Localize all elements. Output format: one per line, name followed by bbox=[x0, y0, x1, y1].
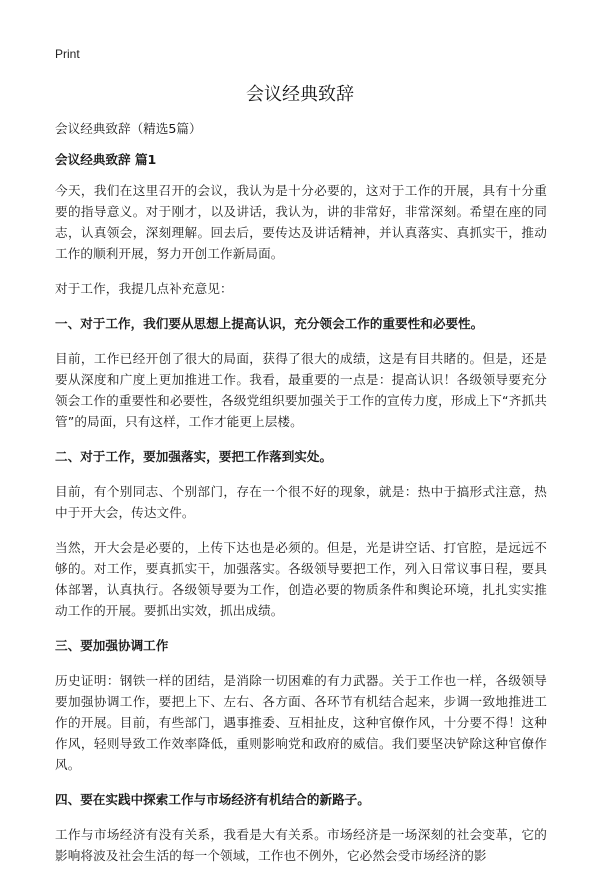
paragraph: 历史证明：钢铁一样的团结，是消除一切困难的有力武器。关于工作也一样，各级领导要加强协调工作，要把上下、左右、各方面、各环节有机结合起来，步调一致地推进工作的开展。目前，有些部门，遇事推委、互相扯皮，这种官僚作风，十分要不得！这种作风，轻则导致工作效率降低，重则影响党和政府的威信。我们要坚决铲除这种官僚作风。 bbox=[55, 673, 547, 772]
section-heading: 一、对于工作，我们要从思想上提高认识，充分领会工作的重要性和必要性。 bbox=[55, 316, 484, 331]
paragraph: 对于工作，我提几点补充意见： bbox=[55, 281, 233, 296]
section-heading: 四、要在实践中探索工作与市场经济有机结合的新路子。 bbox=[55, 792, 370, 807]
paragraph: 工作与市场经济有没有关系，我看是大有关系。市场经济是一场深刻的社会变革，它的影响将波及社会生活的每一个领域，工作也不例外，它必然会受市场经济的影 bbox=[55, 827, 547, 863]
article-heading: 会议经典致辞 篇1 bbox=[55, 152, 157, 167]
document-subtitle: 会议经典致辞（精选5篇） bbox=[55, 121, 202, 136]
section-heading: 二、对于工作，要加强落实，要把工作落到实处。 bbox=[55, 449, 333, 464]
page-title: 会议经典致辞 bbox=[246, 84, 354, 105]
section-heading: 三、要加强协调工作 bbox=[55, 638, 169, 653]
print-link[interactable]: Print bbox=[55, 47, 80, 61]
paragraph: 今天，我们在这里召开的会议，我认为是十分必要的，这对于工作的开展，具有十分重要的指导意义。对于刚才，以及讲话，我认为，讲的非常好，非常深刻。希望在座的同志，认真领会，深刻理解。回去后，要传达及讲话精神，并认真落实、真抓实干，推动工作的顺利开展，努力开创工作新局面。 bbox=[55, 183, 547, 261]
paragraph: 目前，有个别同志、个别部门，存在一个很不好的现象，就是：热中于搞形式注意，热中于开大会，传达文件。 bbox=[55, 484, 547, 520]
document-body bbox=[55, 118, 547, 880]
paragraph: 当然，开大会是必要的，上传下达也是必须的。但是，光是讲空话、打官腔，是远远不够的。对工作，要真抓实干，加强落实。各级领导要把工作，列入日常议事日程，要具体部署，认真执行。各级领导要为工作，创造必要的物质条件和舆论环境，扎扎实实推动工作的开展。要抓出实效，抓出成绩。 bbox=[55, 540, 547, 618]
paragraph: 目前，工作已经开创了很大的局面，获得了很大的成绩，这是有目共睹的。但是，还是要从深度和广度上更加推进工作。我看，最重要的一点是：提高认识！各级领导要充分领会工作的重要性和必要性，各级党组织要加强关于工作的宣传力度，形成上下“齐抓共管”的局面，只有这样，工作才能更上层楼。 bbox=[55, 351, 547, 429]
